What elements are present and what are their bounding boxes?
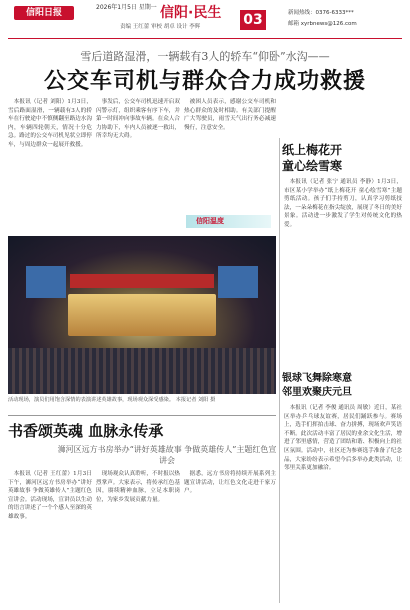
side1-body: 本报讯（记者 张宁 通讯员 李静）1月3日，市区某小学举办“纸上梅花开 童心绘雪寒”主题剪纸活动。孩子们手持剪刀，认真学习剪纸技法，一朵朵梅花在指尖绽放，展现了冬日的美好景象。活动进一步激发了学生对传统文化的热爱。	[284, 179, 402, 228]
editor-credits: 责编 王红蕾 审校 胡卓 设计 李辉	[120, 24, 201, 30]
masthead	[0, 0, 410, 42]
column-divider	[279, 138, 280, 603]
hotline-email: 邮箱 xyrbnews@126.com	[288, 21, 357, 27]
story1-kicker: 雪后道路湿滑，一辆载有3人的轿车“仰卧”水沟——	[80, 50, 330, 63]
photo-audience	[8, 348, 276, 394]
side2-body: 本报讯（记者 李俊 通讯员 周敏）近日，某社区举办乒乓球友谊赛，居民们踊跃参与。赛场上，选手们挥拍击球、奋力拼搏，现场欢声笑语不断。此次活动丰富了居民的业余文化生活，增进了邻里感情，营造了团结和谐、积极向上的社区氛围。活动中，社区还为参赛选手准备了纪念品，大家纷纷表示希望今后多举办此类活动，让邻里关系更加融洽。	[284, 405, 402, 472]
story1-headline: 公交车司机与群众合力成功救援	[43, 68, 366, 94]
section-title: 信阳·民生	[160, 5, 222, 21]
page-number: 03	[240, 10, 266, 30]
column-tag: 信阳温度	[196, 217, 224, 225]
story1-column-3: 被困人员表示，感谢公交车司机和热心群众的及时相助。有关部门提醒广大驾驶员，雨雪天气出行务必减速慢行，注意安全。	[184, 99, 276, 131]
story2-subheadline: 浉河区远方书房举办“讲好英雄故事 争做英雄传人”主题红色宣讲会	[57, 445, 277, 465]
newspaper-logo: 信阳日报	[14, 6, 74, 20]
issue-date: 2026年1月5日 星期一	[96, 4, 157, 11]
story2-column-2: 现场观众认真聆听，不时报以热烈掌声。大家表示，将传承红色基因，赓续精神血脉，立足本职岗位，为家乡发展贡献力量。	[96, 471, 180, 503]
photo-caption: 活动现场，演员们用饱含深情的表演讲述英雄故事，现场观众深受感染。 本报记者 刘阳 摄	[8, 397, 216, 403]
story1-column-1: 本报讯（记者 刘阳）1月3日，雪后路面湿滑，一辆载有3人的轿车在行驶途中不慎侧翻至路边水沟内，车辆四轮朝天，情况十分危急。路过的公交车司机见状立即停车，与周边群众一起展开救援。	[8, 99, 92, 148]
event-photo	[8, 236, 276, 394]
hotline-phone: 新闻热线：0376-6333***	[288, 10, 354, 16]
story2-headline: 书香颂英魂 血脉永传承	[8, 422, 164, 440]
story1-column-2: 事发后，公交车司机迅速开启双闪警示灯，组织乘客有序下车，并第一时间冲向事故车辆。在众人合力协助下，车内人员被逐一救出，所幸均无大碍。	[96, 99, 180, 140]
story2-column-1: 本报讯（记者 王红蕾）1月3日下午，浉河区远方书房举办“讲好英雄故事 争做英雄传人”主题红色宣讲会。活动现场，宣讲员以生动的语言讲述了一个个感人至深的英雄故事。	[8, 471, 92, 520]
photo-stage	[68, 294, 216, 336]
mid-divider	[8, 415, 276, 416]
photo-screen-left	[26, 266, 66, 298]
photo-screen-right	[218, 266, 258, 298]
top-divider	[8, 38, 402, 39]
story2-column-3: 据悉，远方书房将持续开展系列主题宣讲活动，让红色文化走进千家万户。	[184, 471, 276, 495]
photo-banner	[70, 274, 214, 288]
side2-headline: 银球飞舞除寒意 邻里欢聚庆元旦	[282, 373, 352, 398]
hotline-info	[288, 8, 357, 30]
side1-headline: 纸上梅花开 童心绘雪寒	[282, 143, 343, 173]
